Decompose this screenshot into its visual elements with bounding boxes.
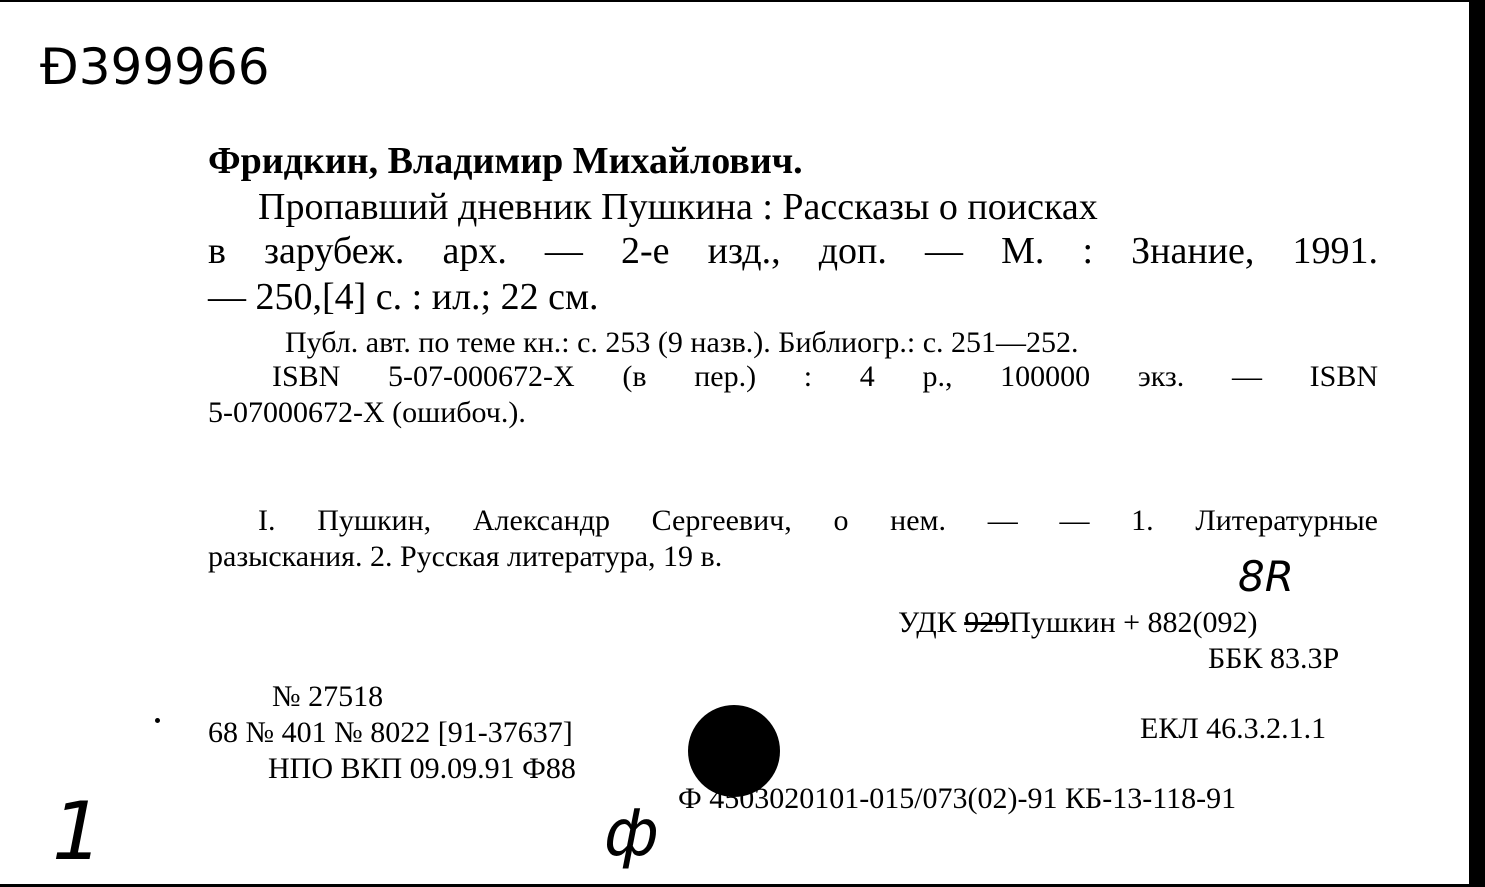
fcode-line: Ф 4503020101-015/073(02)-91 КБ-13-118-91 bbox=[678, 782, 1237, 815]
subjects-line-1: I. Пушкин, Александр Сергеевич, о нем. — — 1. Литературные bbox=[258, 504, 1378, 537]
udk-line bbox=[898, 608, 1258, 638]
notes-line-2: ISBN 5-07-000672-X (в пер.) : 4 р., 100000 экз. — ISBN bbox=[272, 360, 1378, 393]
title-line-3: — 250,[4] с. : ил.; 22 см. bbox=[208, 276, 599, 318]
author-heading: Фридкин, Владимир Михайлович. bbox=[208, 140, 803, 182]
udk-text: Пушкин + 882(092) bbox=[1009, 606, 1258, 639]
d-mark-icon: Ð bbox=[40, 38, 79, 96]
left-block-line-2: 68 № 401 № 8022 [91-37637] bbox=[208, 716, 573, 749]
card-number: Ð399966 bbox=[40, 38, 270, 96]
udk-crossed: 929 bbox=[964, 606, 1010, 639]
catalog-card bbox=[0, 2, 1473, 884]
subjects-line-2: разыскания. 2. Русская литература, 19 в. bbox=[208, 540, 723, 573]
left-block-line-3: НПО ВКП 09.09.91 Ф88 bbox=[268, 752, 576, 785]
handwritten-bottom-mark: ф bbox=[604, 797, 659, 871]
title-line-1: Пропавший дневник Пушкина : Рассказы о поисках bbox=[258, 186, 1098, 228]
ekl-line: ЕКЛ 46.3.2.1.1 bbox=[1140, 712, 1327, 745]
title-line-2: в зарубеж. арх. — 2-е изд., доп. — М. : Знание, 1991. bbox=[208, 230, 1378, 272]
handwritten-mark: 8R bbox=[1238, 552, 1294, 601]
notes-line-1: Публ. авт. по теме кн.: с. 253 (9 назв.). Библиогр.: с. 251—252. bbox=[285, 326, 1079, 359]
udk-prefix: УДК bbox=[898, 606, 957, 639]
bbk-line: ББК 83.3Р bbox=[1208, 642, 1340, 675]
notes-line-3: 5-07000672-X (ошибоч.). bbox=[208, 396, 526, 429]
left-block-line-1: № 27518 bbox=[272, 680, 384, 713]
ink-dot bbox=[155, 718, 160, 723]
handwritten-corner-mark: 1 bbox=[52, 785, 103, 878]
